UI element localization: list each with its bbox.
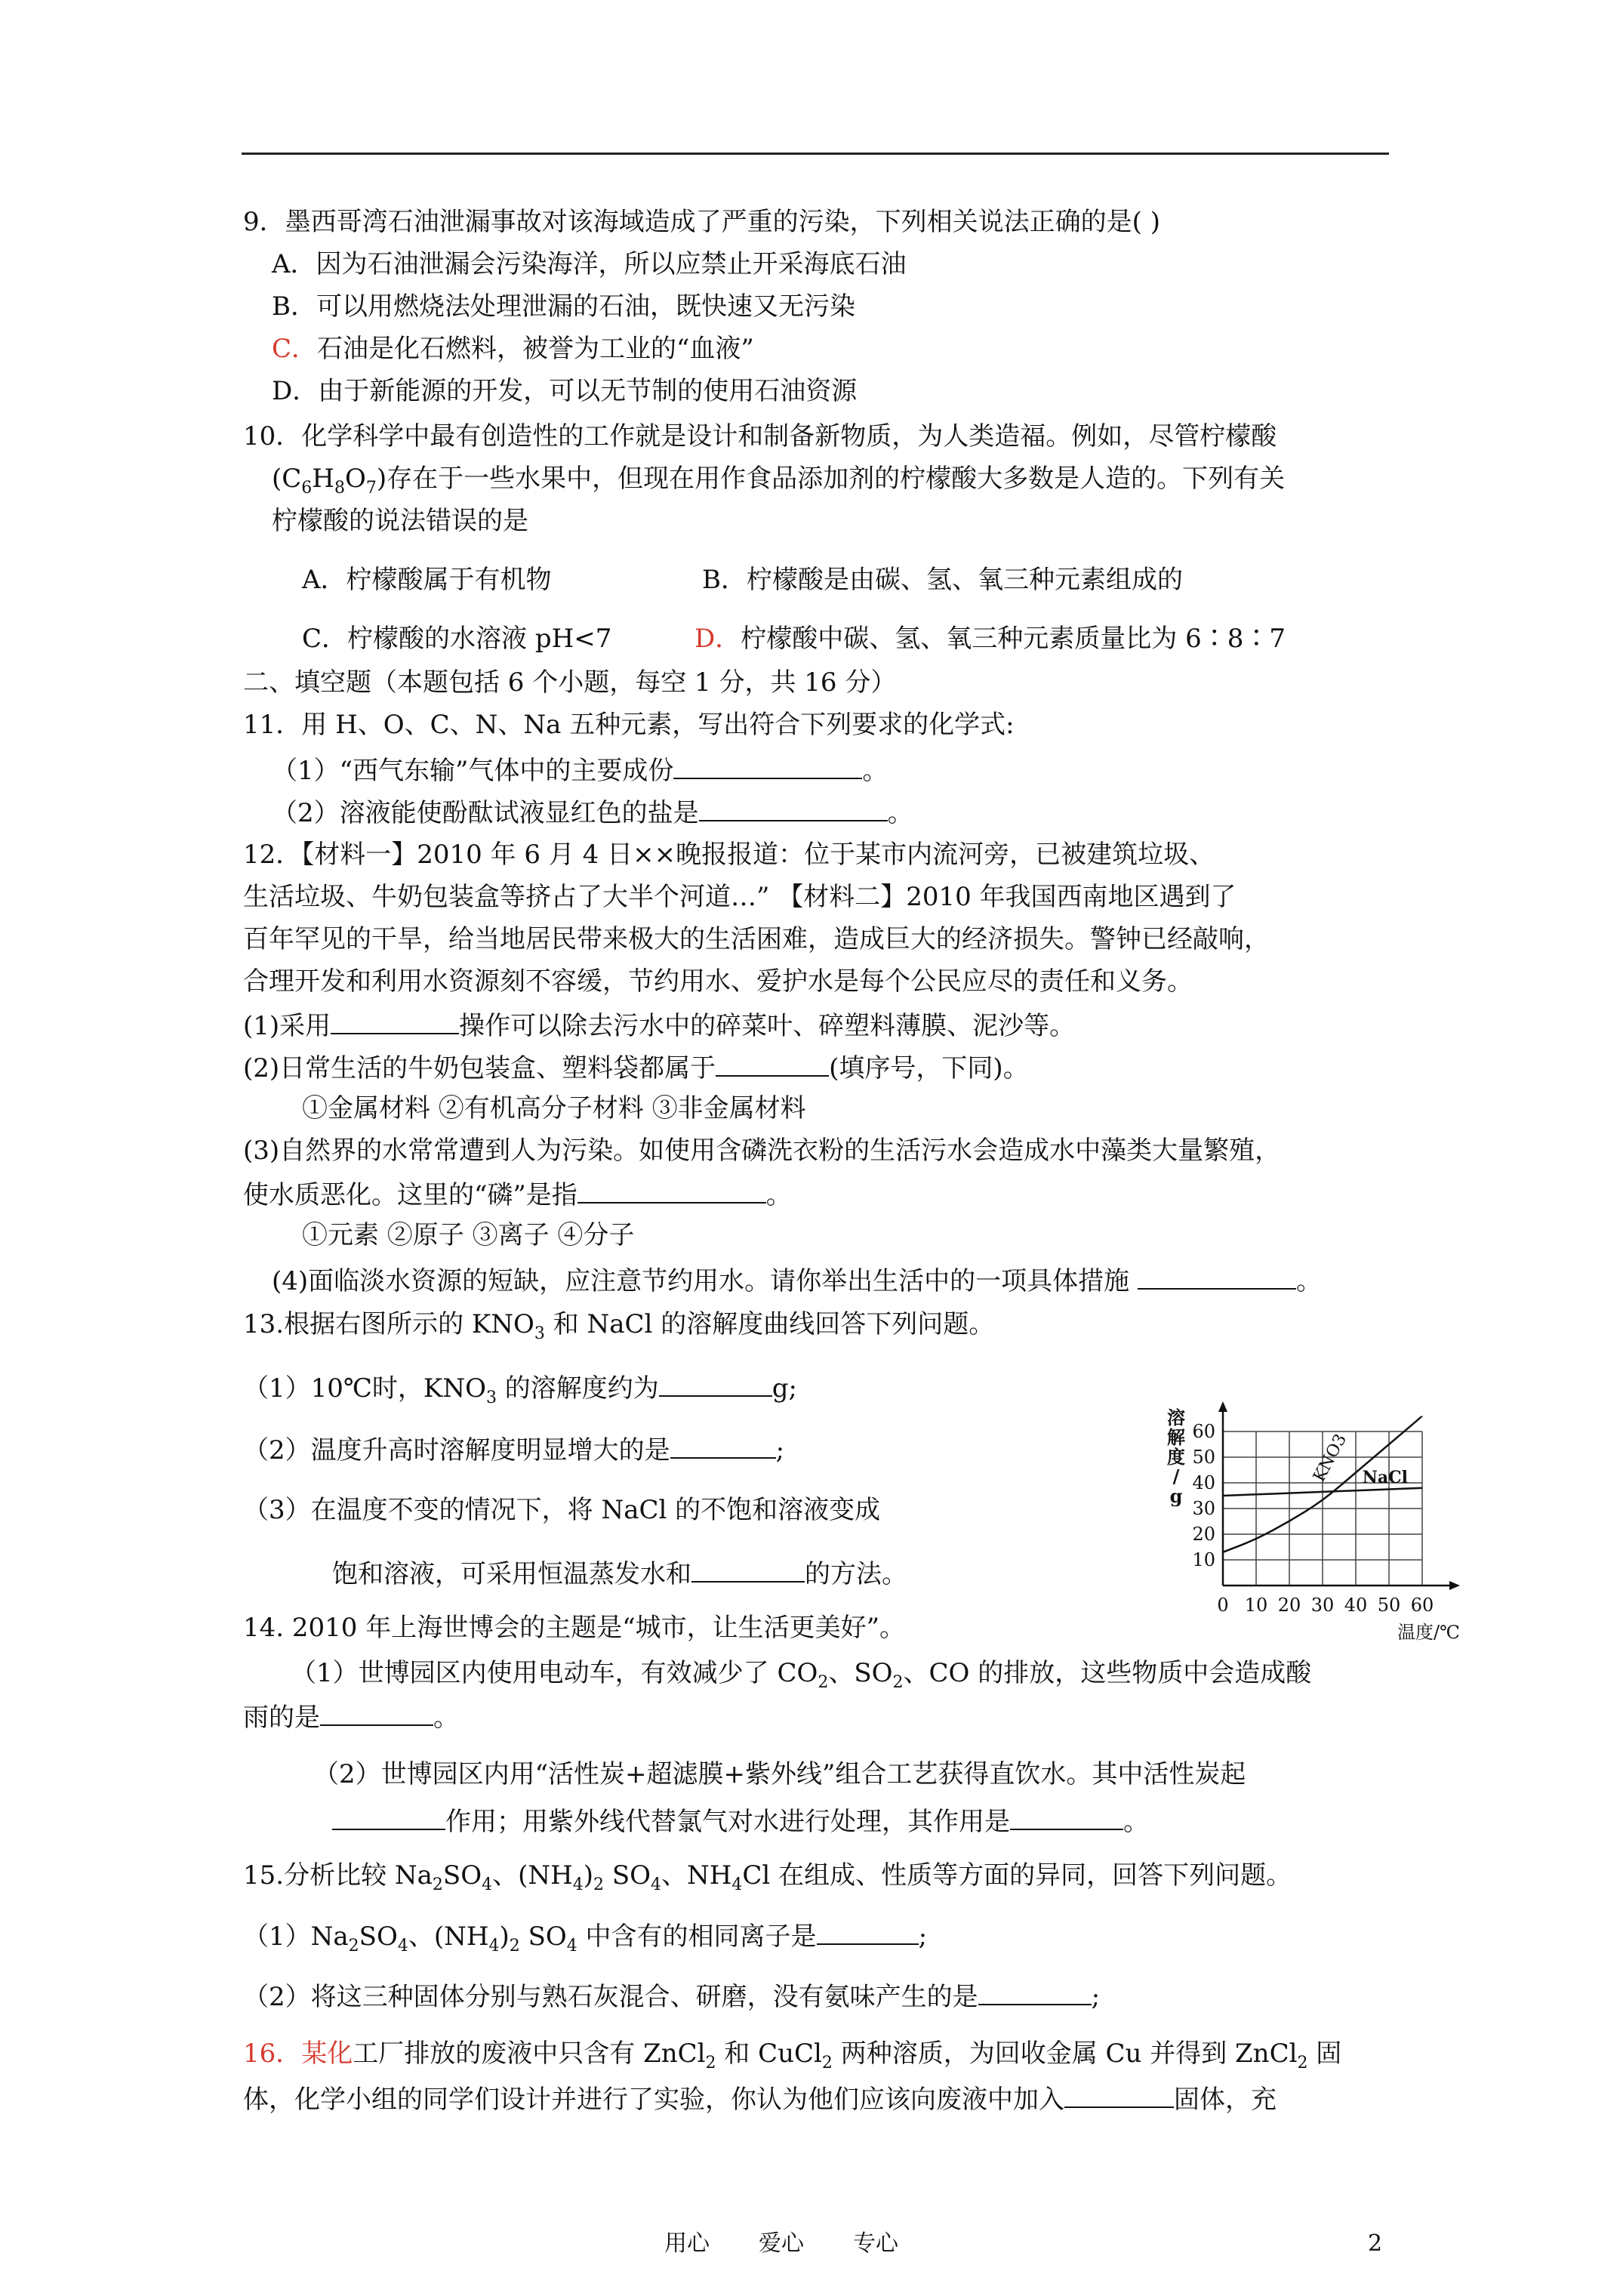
- x-axis-label: 温度/℃: [1397, 1622, 1460, 1643]
- subscript: 4: [566, 1936, 577, 1955]
- footer-slogan-3: 专心: [853, 2230, 898, 2257]
- text: ): [499, 1922, 510, 1952]
- q13-part1: [243, 1370, 797, 1415]
- text: Cl 在组成、性质等方面的异同，回答下列问题。: [742, 1860, 1292, 1891]
- q13-part1-b: 的溶解度约为: [496, 1373, 659, 1404]
- period: 。: [765, 1180, 792, 1210]
- answer-blank[interactable]: [670, 1432, 776, 1459]
- q10-option-d-letter: D．: [694, 624, 741, 654]
- page-number: 2: [1368, 2230, 1383, 2257]
- subscript: 2: [892, 1672, 904, 1692]
- period: 。: [1123, 1807, 1149, 1837]
- y-axis-label-char: /: [1172, 1465, 1180, 1487]
- q13-stem: [243, 1308, 994, 1351]
- answer-blank[interactable]: [699, 794, 888, 821]
- q12-part3: [243, 1176, 792, 1212]
- text: 两种溶质，为回收金属 Cu 并得到 ZnCl: [832, 2039, 1298, 2069]
- answer-blank[interactable]: [1138, 1262, 1296, 1290]
- y-tick-label: 50: [1192, 1447, 1215, 1468]
- q9-option-c: [272, 332, 754, 365]
- period: 。: [433, 1703, 459, 1733]
- q10-line2-text: )存在于一些水果中，但现在用作食品添加剂的柠檬酸大多数是人造的。下列有关: [376, 464, 1286, 494]
- q11-stem: 11．用 H、O、C、N、Na 五种元素，写出符合下列要求的化学式:: [243, 710, 1015, 740]
- q12-part1-a: (1)采用: [243, 1011, 331, 1041]
- text: SO: [442, 1860, 482, 1891]
- answer-blank[interactable]: [691, 1555, 805, 1583]
- y-axis-label-char: 度: [1167, 1446, 1185, 1468]
- q10-line2: [272, 462, 1285, 505]
- text: 和 CuCl: [716, 2039, 822, 2069]
- subscript: 2: [705, 2053, 716, 2073]
- text: （2）将这三种固体分别与熟石灰混合、研磨，没有氨味产生的是: [243, 1982, 978, 2012]
- subscript: 4: [482, 1875, 493, 1894]
- q12-line2: 生活垃圾、牛奶包装盒等挤占了大半个河道…” 【材料二】2010 年我国西南地区遇到了: [243, 882, 1236, 912]
- answer-blank[interactable]: [332, 1803, 445, 1830]
- q13-part2: [243, 1432, 784, 1467]
- y-axis-arrow: [1218, 1401, 1227, 1412]
- text: SO: [519, 1922, 567, 1952]
- subscript: 4: [651, 1875, 661, 1894]
- text: 15.分析比较 Na: [243, 1860, 433, 1891]
- text: 工厂排放的废液中只含有 ZnCl: [353, 2039, 706, 2069]
- q14-part1-a: （1）世博园区内使用电动车，有效减少了 CO: [291, 1658, 818, 1688]
- x-tick-label: 10: [1244, 1595, 1268, 1616]
- q13-stem-pre: 13.根据右图所示的 KNO: [243, 1309, 534, 1339]
- q13-part2-a: （2）温度升高时溶解度明显增大的是: [243, 1435, 670, 1465]
- x-axis-arrow: [1449, 1581, 1460, 1590]
- q10-option-c: C．柠檬酸的水溶液 pH<7: [302, 624, 612, 654]
- q14-part1: [291, 1657, 1311, 1700]
- q9-option-d: D．由于新能源的开发，可以无节制的使用石油资源: [272, 376, 858, 406]
- text: 、(NH: [408, 1922, 489, 1952]
- answer-blank[interactable]: [817, 1918, 919, 1945]
- y-tick-label: 20: [1192, 1524, 1215, 1545]
- q10-option-d: [694, 622, 1286, 655]
- text: 固: [1307, 2039, 1342, 2069]
- q12-part4-a: (4)面临淡水资源的短缺，应注意节约用水。请你举出生活中的一项具体措施: [272, 1266, 1138, 1296]
- q14-part2: [332, 1803, 1149, 1838]
- subscript: 2: [509, 1936, 520, 1955]
- subscript: 3: [534, 1324, 545, 1343]
- y-axis-label-char: 溶: [1167, 1407, 1185, 1428]
- q12-part1-b: 操作可以除去污水中的碎菜叶、碎塑料薄膜、泥沙等。: [459, 1011, 1076, 1041]
- q13-part2-b: ;: [775, 1435, 785, 1465]
- series-label-nacl: NaCl: [1362, 1468, 1409, 1488]
- answer-blank[interactable]: [978, 1978, 1092, 2005]
- q11-part2: [272, 794, 913, 830]
- q15-stem: [243, 1859, 1292, 1902]
- subscript: 2: [593, 1875, 605, 1894]
- answer-blank[interactable]: [673, 752, 862, 779]
- x-tick-label: 40: [1344, 1595, 1368, 1616]
- q13-part3-c: 的方法。: [805, 1559, 907, 1589]
- q10-formula-o: O: [344, 464, 366, 494]
- solubility-chart: [1155, 1344, 1472, 1646]
- answer-blank[interactable]: [1010, 1803, 1123, 1830]
- q10-option-b: B．柠檬酸是由碳、氢、氧三种元素组成的: [702, 565, 1183, 595]
- q10-sub: 8: [334, 478, 345, 498]
- answer-blank[interactable]: [577, 1176, 766, 1203]
- q14-part1-b: 、SO: [828, 1658, 893, 1688]
- subscript: 2: [821, 2053, 833, 2073]
- q16-line2: [243, 2081, 1277, 2116]
- q14-part1-line2: [243, 1699, 459, 1734]
- text: 、NH: [661, 1860, 732, 1891]
- subscript: 2: [432, 1875, 443, 1894]
- q11-part1-text: （1）“西气东输”气体中的主要成份: [272, 756, 674, 786]
- period: 。: [862, 756, 888, 786]
- q10-line3: 柠檬酸的说法错误的是: [272, 506, 528, 536]
- y-axis-label-char: 解: [1167, 1426, 1185, 1448]
- answer-blank[interactable]: [1064, 2081, 1174, 2108]
- q9-stem: 9．墨西哥湾石油泄漏事故对该海域造成了严重的污染，下列相关说法正确的是( ): [243, 207, 1160, 237]
- y-tick-label: 60: [1192, 1421, 1215, 1442]
- q12-part2-options: ①金属材料 ②有机高分子材料 ③非金属材料: [302, 1093, 806, 1123]
- text: 固体，充: [1174, 2085, 1277, 2115]
- chart-ticks: [1192, 1421, 1434, 1616]
- q15-part2: [243, 1978, 1100, 2014]
- q12-part2-a: (2)日常生活的牛奶包装盒、塑料袋都属于: [243, 1053, 716, 1083]
- text: 中含有的相同离子是: [577, 1922, 817, 1952]
- q13-part3-b: 饱和溶液，可采用恒温蒸发水和: [332, 1559, 691, 1589]
- x-tick-label: 20: [1277, 1595, 1301, 1616]
- x-tick-label: 30: [1310, 1595, 1335, 1616]
- series-label-kno3: KNO3: [1310, 1431, 1351, 1485]
- text: ): [583, 1860, 594, 1891]
- answer-blank[interactable]: [716, 1049, 829, 1077]
- y-tick-label: 30: [1192, 1498, 1215, 1519]
- q9-option-c-text: 石油是化石燃料，被誉为工业的“血液”: [317, 334, 754, 364]
- text: ;: [1091, 1982, 1101, 2012]
- subscript: 2: [348, 1936, 359, 1955]
- answer-blank[interactable]: [331, 1007, 459, 1034]
- x-tick-label: 60: [1410, 1595, 1434, 1616]
- footer-slogan-2: 爱心: [759, 2230, 804, 2257]
- q15-part1: [243, 1918, 927, 1963]
- q10-formula-h: H: [312, 464, 334, 494]
- q14-part1-d: 雨的是: [243, 1703, 320, 1733]
- q10-formula-pre: (C: [272, 464, 302, 494]
- q14-part1-c: 、CO 的排放，这些物质中会造成酸: [903, 1658, 1312, 1688]
- period: 。: [887, 798, 913, 828]
- period: 。: [1295, 1266, 1322, 1296]
- q9-option-c-letter: C．: [272, 334, 318, 364]
- q13-part1-a: （1）10℃时，KNO: [243, 1373, 486, 1404]
- q12-part2: [243, 1049, 1029, 1085]
- y-axis-label-char: g: [1169, 1485, 1183, 1507]
- q16-line1: [243, 2037, 1341, 2080]
- subscript: 4: [397, 1936, 408, 1955]
- q14-part2-a: （2）世博园区内用“活性炭+超滤膜+紫外线”组合工艺获得直饮水。其中活性炭起: [313, 1759, 1246, 1789]
- q14-part2-b: 作用；用紫外线代替氯气对水进行处理，其作用是: [445, 1807, 1010, 1837]
- q10-option-a: A．柠檬酸属于有机物: [302, 565, 552, 595]
- y-tick-label: 40: [1192, 1472, 1215, 1493]
- q12-part3-a: (3)自然界的水常常遭到人为污染。如使用含磷洗衣粉的生活污水会造成水中藻类大量繁殖，: [243, 1136, 1281, 1166]
- q12-part3-options: ①元素 ②原子 ③离子 ④分子: [302, 1220, 635, 1250]
- q13-part3: [332, 1555, 907, 1591]
- q13-stem-post: 和 NaCl 的溶解度曲线回答下列问题。: [544, 1309, 995, 1339]
- subscript: 4: [731, 1875, 743, 1894]
- subscript: 4: [572, 1875, 584, 1894]
- text: SO: [604, 1860, 651, 1891]
- q12-part1: [243, 1007, 1075, 1043]
- subscript: 2: [818, 1672, 829, 1692]
- q13-part1-c: g;: [771, 1373, 798, 1404]
- q16-number: 16．某化: [243, 2039, 353, 2069]
- subscript: 2: [1297, 2053, 1308, 2073]
- q12-line1: 12．【材料一】2010 年 6 月 4 日××晚报报道：位于某市内流河旁，已被建筑垃圾、: [243, 840, 1215, 870]
- header-rule: [242, 153, 1389, 155]
- text: ;: [918, 1922, 928, 1952]
- q12-part4: [272, 1262, 1322, 1298]
- q11-part2-text: （2）溶液能使酚酞试液显红色的盐是: [272, 798, 699, 828]
- q10-option-d-text: 柠檬酸中碳、氢、氧三种元素质量比为 6∶8∶7: [741, 624, 1286, 654]
- section-heading: 二、填空题（本题包括 6 个小题，每空 1 分，共 16 分）: [243, 667, 897, 698]
- q12-line4: 合理开发和利用水资源刻不容缓，节约用水、爱护水是每个公民应尽的责任和义务。: [243, 966, 1193, 997]
- x-tick-label: 0: [1217, 1595, 1229, 1616]
- x-tick-label: 50: [1377, 1595, 1401, 1616]
- text: SO: [359, 1922, 398, 1952]
- q10-sub: 6: [301, 478, 313, 498]
- q14-stem: 14. 2010 年上海世博会的主题是“城市，让生活更美好”。: [243, 1613, 905, 1643]
- q12-line3: 百年罕见的干旱，给当地居民带来极大的生活困难，造成巨大的经济损失。警钟已经敲响，: [243, 924, 1270, 954]
- subscript: 3: [485, 1388, 497, 1407]
- text: （1）Na: [243, 1922, 349, 1952]
- text: 、(NH: [492, 1860, 573, 1891]
- q12-part3-b: 使水质恶化。这里的“磷”是指: [243, 1180, 577, 1210]
- q10-sub: 7: [365, 478, 377, 498]
- answer-blank[interactable]: [659, 1370, 772, 1397]
- q9-option-a: A．因为石油泄漏会污染海洋，所以应禁止开采海底石油: [272, 249, 907, 279]
- q11-part1: [272, 752, 888, 787]
- footer-slogan-1: 用心: [664, 2230, 710, 2257]
- q13-part3-a: （3）在温度不变的情况下，将 NaCl 的不饱和溶液变成: [243, 1495, 881, 1525]
- y-tick-label: 10: [1192, 1549, 1215, 1570]
- subscript: 4: [488, 1936, 500, 1955]
- q10-line1: 10．化学科学中最有创造性的工作就是设计和制备新物质，为人类造福。例如，尽管柠檬酸: [243, 421, 1277, 451]
- text: 体，化学小组的同学们设计并进行了实验，你认为他们应该向废液中加入: [243, 2085, 1064, 2115]
- answer-blank[interactable]: [320, 1699, 433, 1726]
- chart-axes: [1218, 1401, 1460, 1590]
- q9-option-b: B．可以用燃烧法处理泄漏的石油，既快速又无污染: [272, 291, 855, 322]
- q12-part2-b: (填序号，下同)。: [829, 1053, 1029, 1083]
